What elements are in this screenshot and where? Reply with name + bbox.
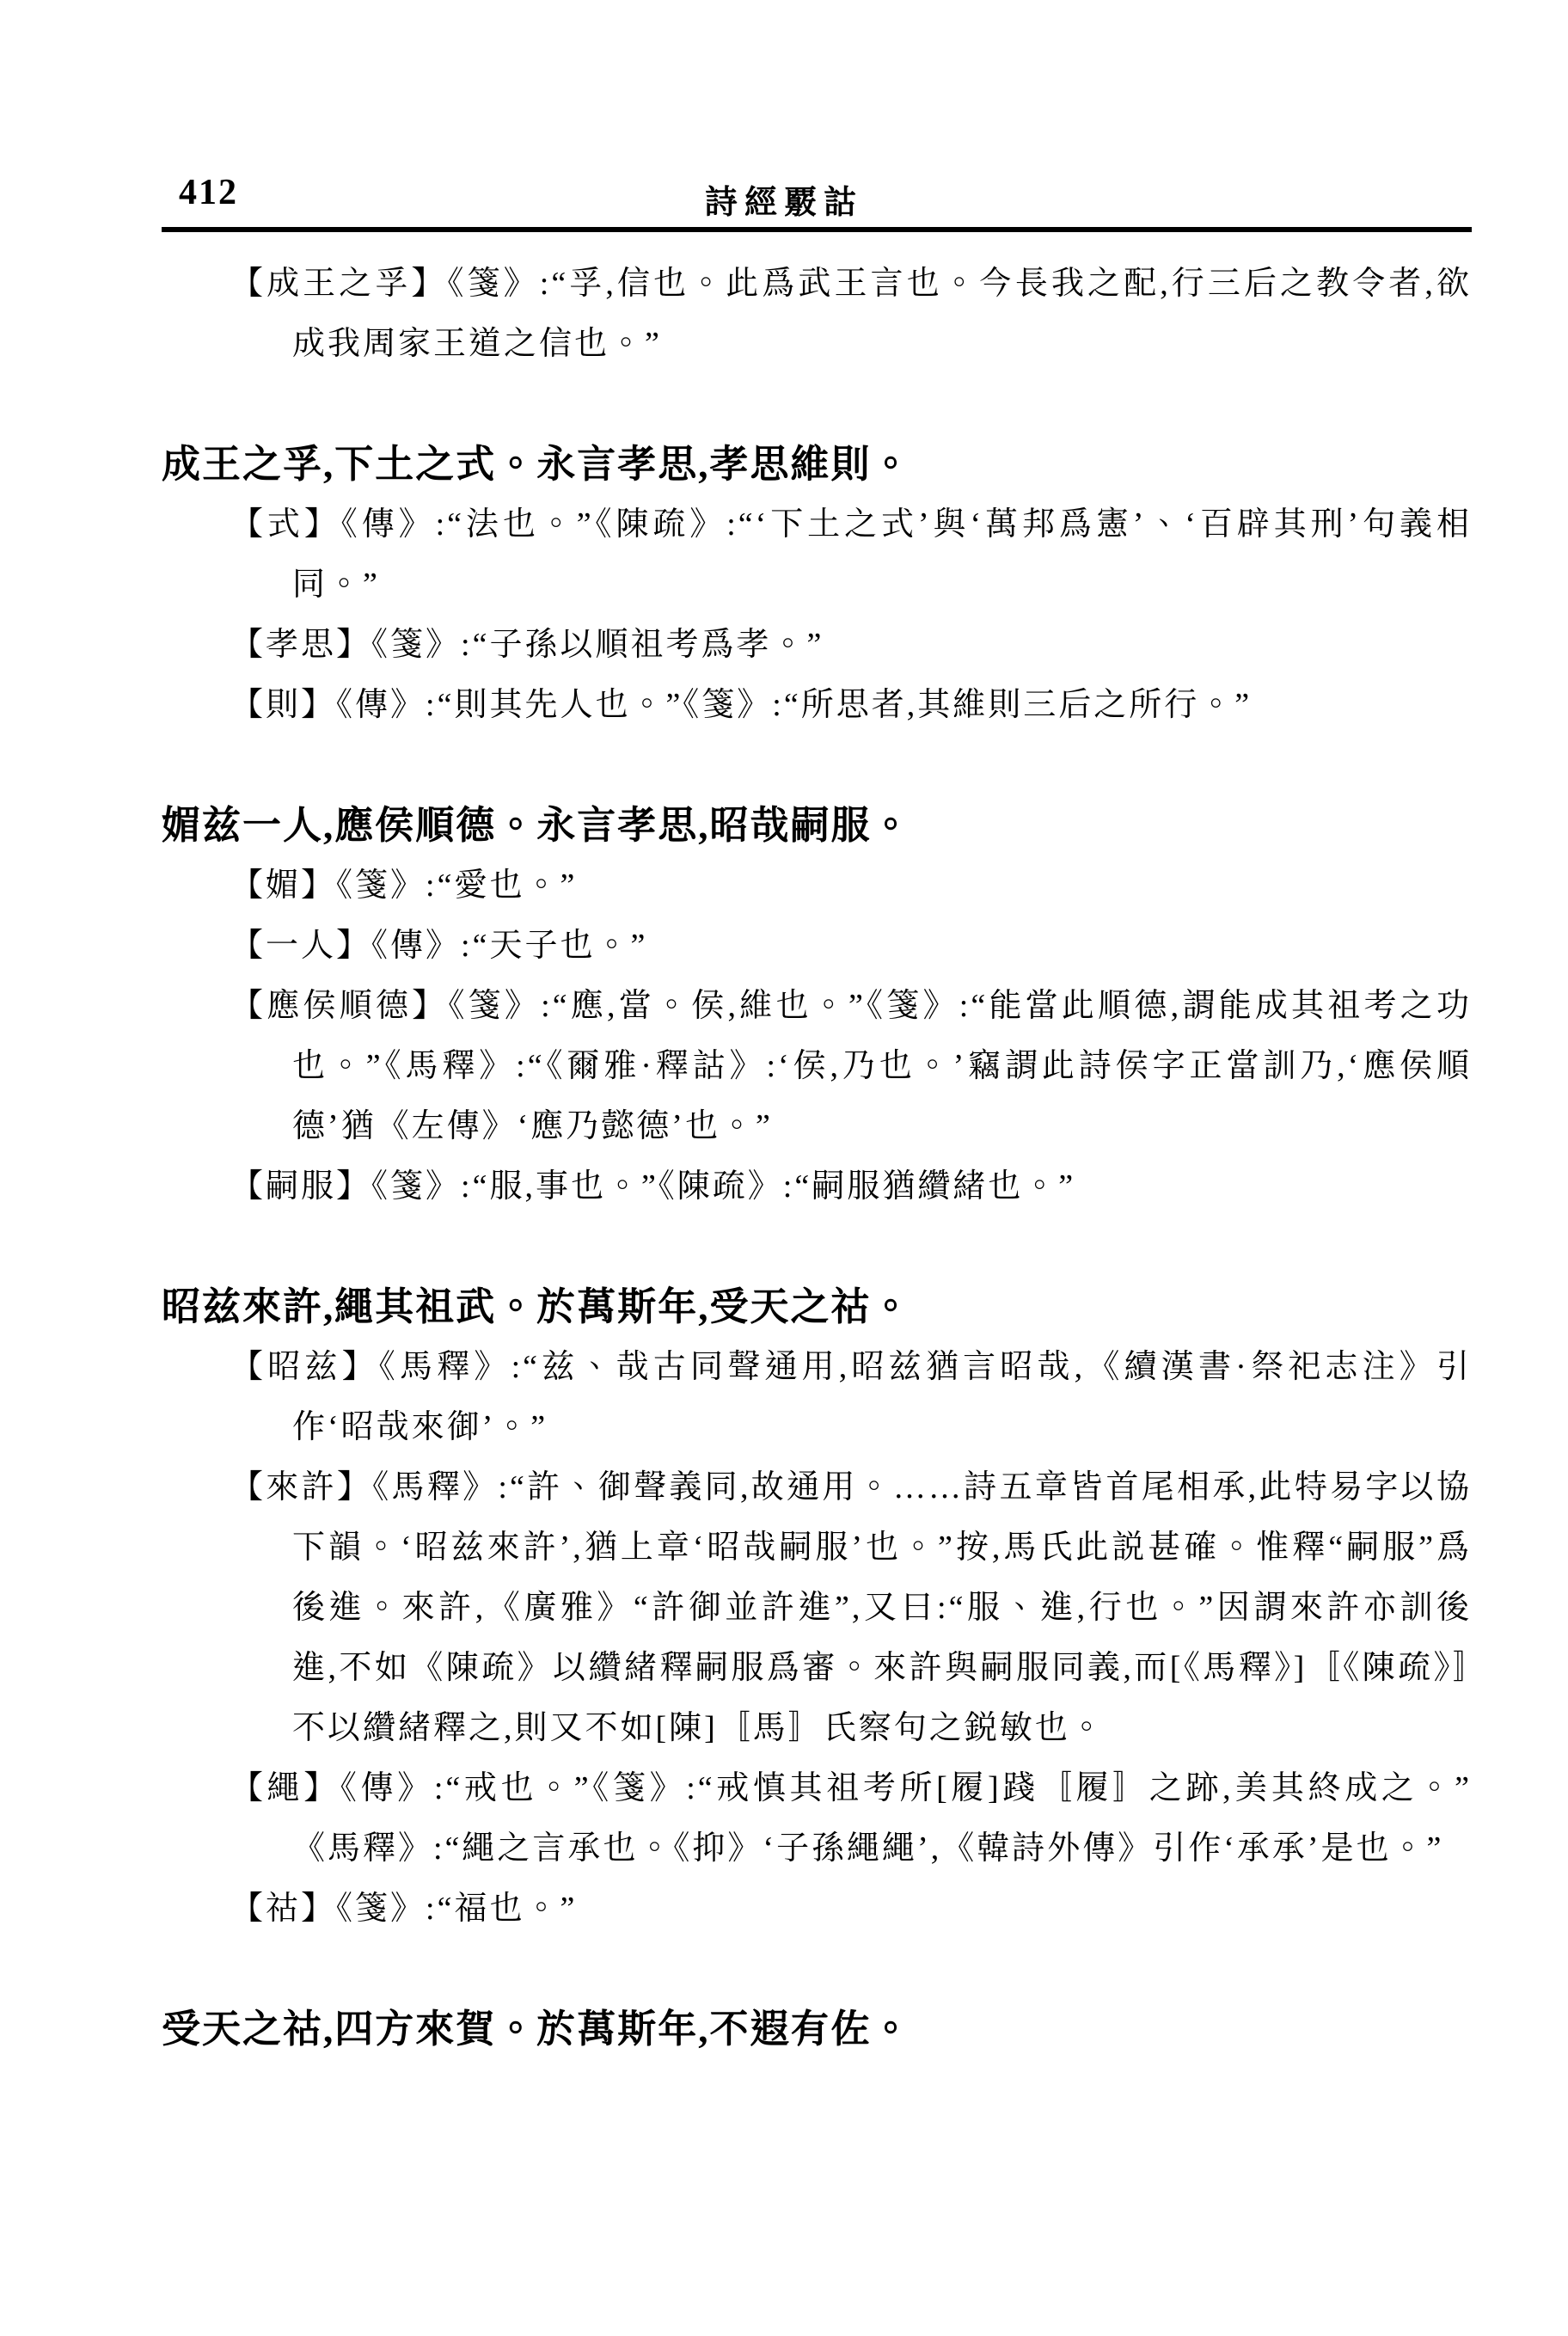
page-header — [0, 0, 1568, 232]
annotation-text: 《傳》:“法也。”《陳疏》:“‘下土之式’與‘萬邦爲憲’、‘百辟其刑’句義相同。” — [292, 506, 1472, 603]
page-number: 412 — [179, 173, 238, 212]
annotation-text: 《箋》:“福也。” — [336, 1891, 578, 1927]
annotation-text: 《箋》:“愛也。” — [336, 868, 578, 904]
annotation-term: 【孝思】 — [230, 627, 372, 663]
annotation-entry — [230, 615, 1472, 675]
verse-line: 媚兹一人,應侯順德。永言孝思,昭哉嗣服。 — [162, 804, 912, 847]
annotation-term: 【媚】 — [230, 868, 337, 904]
annotation-entry — [230, 1758, 1472, 1879]
annotation-entry — [230, 855, 1472, 916]
verse-line: 受天之祜,四方來賀。於萬斯年,不遐有佐。 — [162, 2008, 912, 2051]
annotation-text: 《傳》:“戒也。”《箋》:“戒慎其祖考所[履]踐〚履〛之跡,美其終成之。”《馬釋》:“繩之言承也。《抑》‘子孫繩繩’,《韓詩外傳》引作‘承承’是也。” — [292, 1770, 1472, 1867]
annotation-term: 【昭兹】 — [230, 1349, 379, 1385]
annotation-term: 【一人】 — [230, 928, 372, 964]
verse-line: 成王之孚,下土之式。永言孝思,孝思維則。 — [162, 443, 912, 486]
annotation-term: 【繩】 — [230, 1770, 340, 1806]
annotation-entry — [230, 976, 1472, 1156]
annotation-entry — [230, 916, 1472, 976]
annotation-text: 《箋》:“服,事也。”《陳疏》:“嗣服猶纘緒也。” — [371, 1168, 1076, 1205]
book-title: 詩經覈詁 — [704, 185, 863, 221]
annotation-entry — [230, 1879, 1472, 1939]
page-content — [162, 254, 1472, 2059]
annotation-term: 【嗣服】 — [230, 1168, 372, 1205]
annotation-text: 《箋》:“應,當。侯,維也。”《箋》:“能當此順德,謂能成其祖考之功也。”《馬釋》:“《爾雅·釋詁》:‘侯,乃也。’竊謂此詩侯字正當訓乃,‘應侯順德’猶《左傳》‘應乃懿德’也。” — [292, 988, 1472, 1144]
annotation-term: 【應侯順德】 — [230, 988, 449, 1024]
annotation-term: 【成王之孚】 — [230, 266, 448, 302]
annotation-text: 《箋》:“子孫以順祖考爲孝。” — [371, 627, 824, 663]
annotation-term: 【來許】 — [230, 1469, 373, 1505]
annotation-text: 《馬釋》:“兹、哉古同聲通用,昭兹猶言昭哉,《續漢書·祭祀志注》引作‘昭哉來御’。” — [292, 1349, 1472, 1445]
annotation-entry — [230, 254, 1472, 374]
annotation-entry — [230, 494, 1472, 615]
annotation-term: 【則】 — [230, 687, 337, 723]
verse-line: 昭兹來許,繩其祖武。於萬斯年,受天之祜。 — [162, 1285, 912, 1328]
annotation-text: 《傳》:“天子也。” — [371, 928, 648, 964]
annotation-entry — [230, 1156, 1472, 1217]
annotation-entry — [230, 1457, 1472, 1758]
annotation-entry — [230, 1337, 1472, 1457]
annotation-term: 【祜】 — [230, 1891, 337, 1927]
annotation-term: 【式】 — [230, 506, 341, 543]
header-rule — [162, 227, 1472, 232]
annotation-text: 《箋》:“孚,信也。此爲武王言也。今長我之配,行三后之教令者,欲成我周家王道之信也。” — [292, 266, 1472, 362]
annotation-entry — [230, 675, 1472, 735]
annotation-text: 《馬釋》:“許、御聲義同,故通用。……詩五章皆首尾相承,此特易字以協下韻。‘昭兹來許’,猶上章‘昭哉嗣服’也。”按,馬氏此説甚確。惟釋“嗣服”爲後進。來許,《廣雅》“許御並許進”,又曰:“服、進,行也。”因謂來許亦訓後進,不如《陳疏》以纘緒釋嗣服爲審。來許與嗣服同義,而[《馬釋》]〚《陳疏》〛不以纘緒釋之,則又不如[陳]〚馬〛氏察句之鋭敏也。 — [292, 1469, 1472, 1746]
annotation-text: 《傳》:“則其先人也。”《箋》:“所思者,其維則三后之所行。” — [336, 687, 1253, 723]
